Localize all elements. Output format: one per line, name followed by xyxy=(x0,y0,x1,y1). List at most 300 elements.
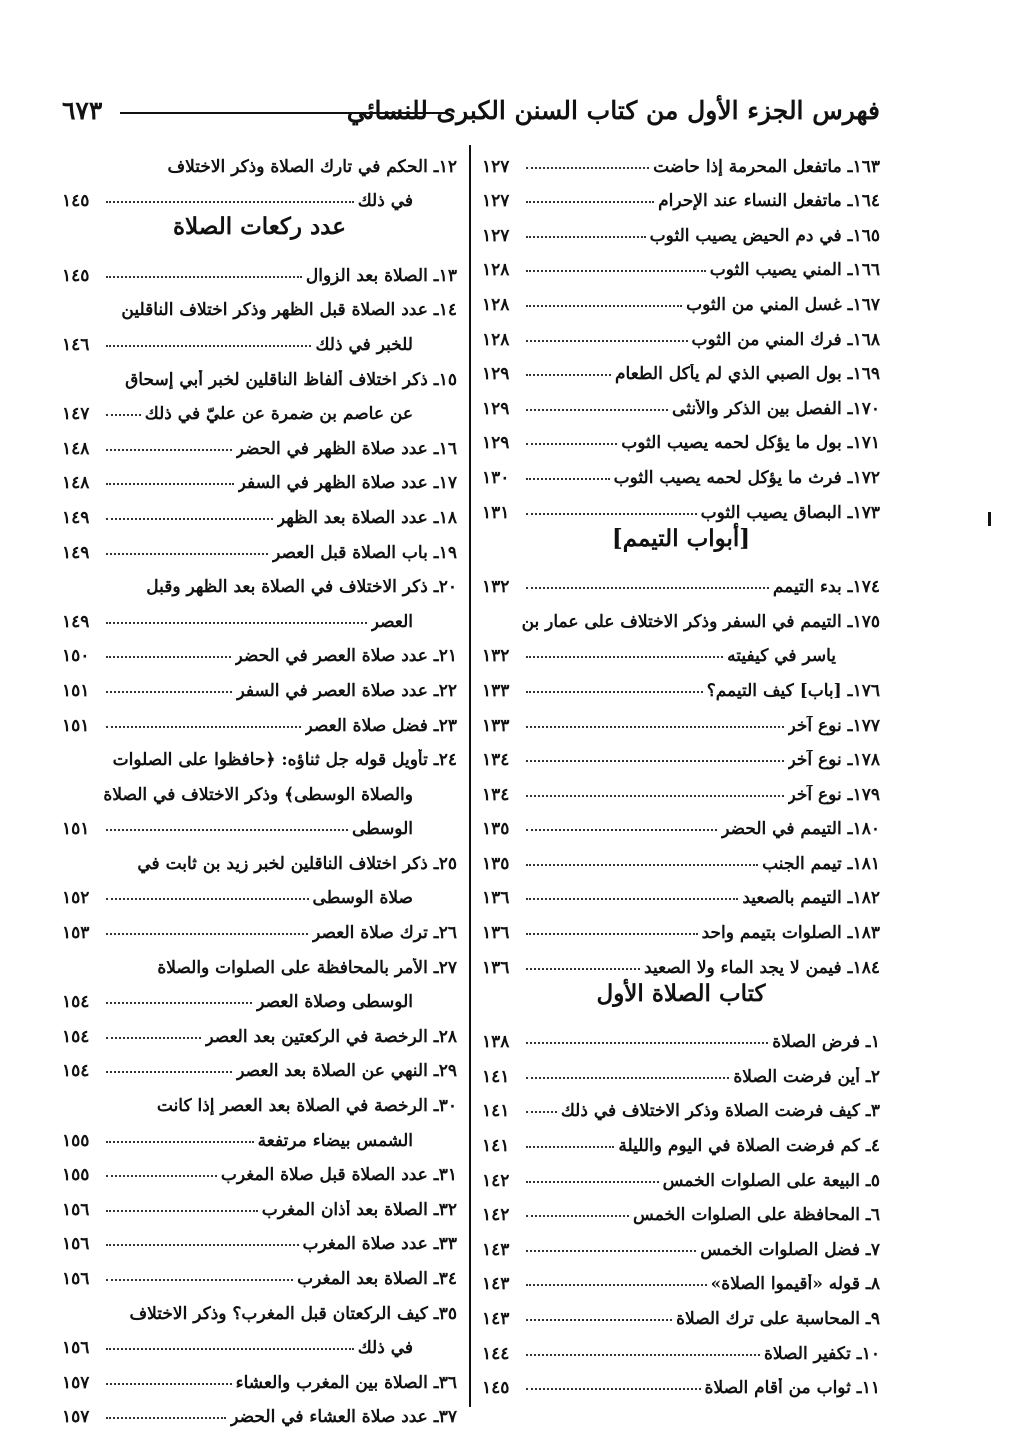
dot-leader xyxy=(106,518,273,520)
index-entry xyxy=(482,1260,880,1295)
entry-number: ٢٧ xyxy=(438,957,457,978)
entry-title: ـ التيمم في السفر وذكر الاختلاف على عمار بن xyxy=(521,611,853,632)
dot-leader xyxy=(106,622,367,624)
entry-title: ـ عدد صلاة العصر في الحضر xyxy=(234,646,439,667)
dot-leader xyxy=(106,1383,232,1385)
entry-number: ١ xyxy=(870,1032,880,1053)
index-entry xyxy=(62,1012,457,1047)
index-entry xyxy=(482,1294,880,1329)
entry-number: ٤ xyxy=(870,1136,880,1157)
entry-title: ـ بول الصبي الذي لم يأكل الطعام xyxy=(615,364,853,385)
index-entry xyxy=(62,355,457,390)
entry-title: ـ باب الصلاة قبل العصر xyxy=(272,542,439,563)
entry-page-number: ١٣٤ xyxy=(482,750,510,771)
entry-title: ـ نوع آخر xyxy=(787,784,853,805)
index-entry-continuation xyxy=(482,632,880,667)
dot-leader xyxy=(526,409,668,411)
page-number: ٦٧٣ xyxy=(62,96,103,125)
index-entry xyxy=(482,384,880,419)
section-heading: عدد ركعات الصلاة xyxy=(173,213,346,241)
index-entry xyxy=(482,246,880,281)
entry-number: ١١ xyxy=(861,1378,880,1399)
entry-page-number: ١٤٩ xyxy=(62,507,90,528)
entry-title: ـ المحافظة على الصلوات الخمس xyxy=(633,1205,871,1226)
dot-leader xyxy=(526,898,738,900)
entry-number: ١٧١ xyxy=(852,433,880,454)
entry-number: ٢٣ xyxy=(438,715,457,736)
index-entry xyxy=(482,1364,880,1399)
dot-leader xyxy=(106,449,232,451)
index-entry xyxy=(62,1047,457,1082)
index-entry xyxy=(482,874,880,909)
entry-page-number: ١٢٨ xyxy=(482,260,510,281)
page-title: فهرس الجزء الأول من كتاب السنن الكبرى للنسائي xyxy=(346,96,880,125)
dot-leader xyxy=(106,1210,258,1212)
entry-title: ـ تيمم الجنب xyxy=(762,853,853,874)
entry-page-number: ١٣٥ xyxy=(482,853,510,874)
dot-leader xyxy=(106,1348,354,1350)
index-entry xyxy=(62,528,457,563)
index-entry xyxy=(482,1121,880,1156)
index-entry xyxy=(482,805,880,840)
entry-title: ـ التيمم في الحضر xyxy=(721,819,853,840)
index-entry xyxy=(62,1081,457,1116)
entry-title: ـ عدد صلاة العصر في السفر xyxy=(236,680,439,701)
index-entry xyxy=(62,459,457,494)
index-entry xyxy=(482,597,880,632)
entry-number: ٢٠ xyxy=(438,577,457,598)
entry-title: ـ فضل صلاة العصر xyxy=(304,715,439,736)
dot-leader xyxy=(106,1141,254,1143)
dot-leader xyxy=(526,726,784,728)
index-entry-continuation xyxy=(62,390,457,425)
entry-page-number: ١٢٩ xyxy=(482,433,510,454)
entry-title: ـ التيمم بالصعيد xyxy=(742,888,853,909)
entry-number: ٦ xyxy=(870,1205,880,1226)
page-header xyxy=(62,92,880,132)
dot-leader xyxy=(106,1244,299,1246)
index-entry xyxy=(482,419,880,454)
entry-title: ـ عدد صلاة المغرب xyxy=(302,1234,439,1255)
entry-title: في ذلك xyxy=(357,191,413,212)
index-entry xyxy=(62,701,457,736)
entry-page-number: ١٥١ xyxy=(62,819,90,840)
entry-page-number: ١٢٧ xyxy=(482,225,510,246)
entry-page-number: ١٢٧ xyxy=(482,156,510,177)
dot-leader xyxy=(526,1215,629,1217)
entry-page-number: ١٢٩ xyxy=(482,398,510,419)
entry-title: ـ المني يصيب الثوب xyxy=(709,260,853,281)
entry-page-number: ١٣٤ xyxy=(482,784,510,805)
entry-title: ـ الرخصة في الركعتين بعد العصر xyxy=(205,1026,439,1047)
index-entry-continuation xyxy=(62,597,457,632)
dot-leader xyxy=(526,795,784,797)
dot-leader xyxy=(526,968,640,970)
dot-leader xyxy=(106,276,302,278)
index-entry xyxy=(62,424,457,459)
index-entry-continuation xyxy=(62,320,457,355)
entry-page-number: ١٤٧ xyxy=(62,404,90,425)
entry-number: ٢٩ xyxy=(438,1061,457,1082)
dot-leader xyxy=(106,1417,226,1419)
index-entry xyxy=(62,666,457,701)
index-entry xyxy=(482,315,880,350)
entry-page-number: ١٤٩ xyxy=(62,611,90,632)
entry-title: ـ الفصل بين الذكر والأنثى xyxy=(672,398,853,419)
entry-title: ـ نوع آخر xyxy=(787,750,853,771)
index-entry xyxy=(482,1018,880,1053)
entry-title: الشمس بيضاء مرتفعة xyxy=(257,1130,413,1151)
entry-number: ١٧٩ xyxy=(852,784,880,805)
entry-page-number: ١٤١ xyxy=(482,1101,510,1122)
dot-leader xyxy=(526,443,617,445)
dot-leader xyxy=(106,1175,217,1177)
index-entry xyxy=(62,1220,457,1255)
entry-title: ـ ذكر اختلاف الناقلين لخبر زيد بن ثابت في xyxy=(137,853,439,874)
index-entry xyxy=(482,1087,880,1122)
index-entry xyxy=(482,666,880,701)
entry-number: ١٧٥ xyxy=(852,611,880,632)
entry-number: ١٥ xyxy=(438,369,457,390)
index-entry xyxy=(482,701,880,736)
entry-title: الوسطى وصلاة العصر xyxy=(256,992,413,1013)
entry-page-number: ١٣١ xyxy=(482,502,510,523)
index-entry xyxy=(482,770,880,805)
entry-title: للخبر في ذلك xyxy=(315,334,413,355)
entry-page-number: ١٣٦ xyxy=(482,957,510,978)
entry-number: ١٩ xyxy=(438,542,457,563)
entry-title: ـ الصلاة بين المغرب والعشاء xyxy=(235,1372,439,1393)
entry-number: ٢٨ xyxy=(438,1026,457,1047)
entry-title: ـ أين فرضت الصلاة xyxy=(733,1066,871,1087)
entry-page-number: ١٤١ xyxy=(482,1066,510,1087)
entry-page-number: ١٥١ xyxy=(62,680,90,701)
entry-title: ـ كيف الركعتان قبل المغرب؟ وذكر الاختلاف xyxy=(129,1303,439,1324)
entry-title: ـ ذكر اختلاف ألفاظ الناقلين لخبر أبي إسحاق xyxy=(125,369,439,390)
index-entry xyxy=(482,280,880,315)
entry-number: ٣١ xyxy=(438,1165,457,1186)
index-entry xyxy=(482,1329,880,1364)
entry-title: ـ الصلاة بعد المغرب xyxy=(297,1269,439,1289)
entry-title: ـ عدد صلاة الظهر في الحضر xyxy=(235,438,439,459)
index-entry-continuation xyxy=(62,1324,457,1359)
dot-leader xyxy=(526,270,706,272)
entry-page-number: ١٤٣ xyxy=(482,1239,510,1260)
entry-title: ـ الصلاة بعد أذان المغرب xyxy=(261,1199,439,1220)
entry-number: ١٧ xyxy=(438,473,457,494)
entry-title: ـ ترك صلاة العصر xyxy=(312,923,439,944)
entry-page-number: ١٣٥ xyxy=(482,819,510,840)
dot-leader xyxy=(526,1111,557,1113)
index-entry xyxy=(62,493,457,528)
entry-title: ـ نوع آخر xyxy=(787,715,853,736)
entry-number: ١٢ xyxy=(438,156,457,177)
index-entry xyxy=(62,1185,457,1220)
entry-number: ١٤ xyxy=(438,300,457,321)
dot-leader xyxy=(106,414,141,416)
entry-page-number: ١٥٦ xyxy=(62,1338,90,1359)
entry-title: ـ الرخصة في الصلاة بعد العصر إذا كانت xyxy=(156,1096,439,1117)
entry-page-number: ١٣٨ xyxy=(482,1032,510,1053)
entry-title: ـ عدد الصلاة بعد الظهر xyxy=(276,507,439,528)
index-entry xyxy=(62,1289,457,1324)
entry-page-number: ١٤٣ xyxy=(482,1309,510,1329)
column-divider xyxy=(469,145,471,1407)
entry-number: ١٧٧ xyxy=(852,715,880,736)
entry-page-number: ١٥١ xyxy=(62,715,90,736)
entry-title: ـ عدد الصلاة قبل صلاة المغرب xyxy=(220,1165,439,1186)
index-entry xyxy=(482,908,880,943)
entry-page-number: ١٢٩ xyxy=(482,364,510,385)
entry-title: ـ عدد صلاة العشاء في الحضر xyxy=(230,1407,439,1428)
entry-page-number: ١٣٦ xyxy=(482,888,510,909)
entry-page-number: ١٥٧ xyxy=(62,1407,90,1428)
index-entry-continuation xyxy=(62,177,457,212)
index-entry xyxy=(482,453,880,488)
entry-page-number: ١٥٤ xyxy=(62,1061,90,1082)
entry-title: ـ قوله «أقيموا الصلاة» xyxy=(710,1274,871,1295)
index-entry-continuation xyxy=(62,978,457,1013)
index-entry xyxy=(482,943,880,978)
entry-number: ٢٥ xyxy=(438,853,457,874)
entry-number: ٣ xyxy=(870,1101,880,1122)
entry-number: ١٧٤ xyxy=(852,577,880,598)
entry-page-number: ١٥٥ xyxy=(62,1130,90,1151)
entry-page-number: ١٤٦ xyxy=(62,334,90,355)
entry-number: ١٧٦ xyxy=(852,680,880,701)
entry-number: ١٨ xyxy=(438,507,457,528)
entry-number: ٢٢ xyxy=(438,680,457,701)
section-heading: كتاب الصلاة الأول xyxy=(596,979,766,1007)
entry-number: ١٣ xyxy=(438,265,457,286)
dot-leader xyxy=(526,513,697,515)
entry-number: ١٨٣ xyxy=(852,923,880,944)
index-entry xyxy=(62,908,457,943)
entry-title: ـ بول ما يؤكل لحمه يصيب الثوب xyxy=(621,433,853,454)
index-entry xyxy=(482,1225,880,1260)
entry-number: ١٠ xyxy=(861,1343,880,1364)
entry-page-number: ١٤١ xyxy=(482,1136,510,1157)
entry-number: ٣٧ xyxy=(438,1407,457,1428)
dot-leader xyxy=(526,760,784,762)
dot-leader xyxy=(526,374,611,376)
entry-title: ـ عدد صلاة الظهر في السفر xyxy=(237,473,439,494)
entry-number: ٣٣ xyxy=(438,1234,457,1255)
header-rule xyxy=(120,112,448,114)
index-entry xyxy=(62,142,457,177)
entry-title: ـ الحكم في تارك الصلاة وذكر الاختلاف xyxy=(167,156,439,177)
entry-page-number: ١٥٣ xyxy=(62,923,90,944)
dot-leader xyxy=(106,345,311,347)
index-entry xyxy=(482,177,880,212)
entry-page-number: ١٤٨ xyxy=(62,438,90,459)
entry-number: ٣٤ xyxy=(438,1269,457,1289)
dot-leader xyxy=(106,1002,252,1004)
entry-number: ١٦٩ xyxy=(852,364,880,385)
entry-title: ـ البصاق يصيب الثوب xyxy=(700,502,853,523)
dot-leader xyxy=(526,1181,659,1183)
dot-leader xyxy=(526,864,758,866)
entry-page-number: ١٤٩ xyxy=(62,542,90,563)
dot-leader xyxy=(526,587,769,589)
entry-number: ٢٤ xyxy=(438,750,457,771)
entry-title: ـ فيمن لا يجد الماء ولا الصعيد xyxy=(644,957,853,978)
entry-page-number: ١٣٠ xyxy=(482,467,510,488)
entry-page-number: ١٥٠ xyxy=(62,646,90,667)
dot-leader xyxy=(526,1319,672,1321)
entry-number: ٣٥ xyxy=(438,1303,457,1324)
entry-title: ـ تكفير الصلاة xyxy=(763,1343,862,1364)
dot-leader xyxy=(106,201,354,203)
entry-title: ـ ماتفعل المحرمة إذا حاضت xyxy=(653,156,853,177)
index-entry xyxy=(62,943,457,978)
entry-number: ٨ xyxy=(870,1274,880,1295)
dot-leader xyxy=(526,1284,707,1286)
index-entry xyxy=(62,632,457,667)
entry-title: ـ المحاسبة على ترك الصلاة xyxy=(676,1309,871,1329)
entry-number: ٣٠ xyxy=(438,1096,457,1117)
entry-title: صلاة الوسطى xyxy=(312,888,413,909)
entry-title: ـ كم فرضت الصلاة في اليوم والليلة xyxy=(618,1136,871,1157)
entry-page-number: ١٥٤ xyxy=(62,992,90,1013)
dot-leader xyxy=(526,1042,768,1044)
entry-number: ١٨٢ xyxy=(852,888,880,909)
dot-leader xyxy=(526,829,717,831)
index-column-left xyxy=(62,142,457,1427)
entry-title: ـ كيف فرضت الصلاة وذكر الاختلاف في ذلك xyxy=(560,1101,871,1122)
entry-page-number: ١٣٣ xyxy=(482,680,510,701)
entry-number: ١٧٣ xyxy=(852,502,880,523)
entry-number: ١٨٠ xyxy=(852,819,880,840)
entry-number: ١٧٠ xyxy=(852,398,880,419)
dot-leader xyxy=(526,478,610,480)
dot-leader xyxy=(106,691,232,693)
dot-leader xyxy=(526,1354,760,1356)
index-entry xyxy=(482,1191,880,1226)
index-entry xyxy=(62,1254,457,1289)
dot-leader xyxy=(526,933,698,935)
index-entry-continuation xyxy=(62,770,457,805)
entry-page-number: ١٣٢ xyxy=(482,646,510,667)
index-column-right xyxy=(482,142,880,1398)
entry-number: ٢١ xyxy=(438,646,457,667)
dot-leader xyxy=(526,305,682,307)
index-entry xyxy=(62,563,457,598)
entry-title: ـ ذكر الاختلاف في الصلاة بعد الظهر وقبل xyxy=(146,577,439,598)
entry-number: ١٦٣ xyxy=(852,156,880,177)
entry-number: ٧ xyxy=(870,1239,880,1260)
index-entry xyxy=(62,1393,457,1428)
entry-title: ـ الأمر بالمحافظة على الصلوات والصلاة xyxy=(157,957,439,978)
entry-number: ٥ xyxy=(870,1170,880,1191)
index-entry xyxy=(482,350,880,385)
entry-title: والصلاة الوسطى﴾ وذكر الاختلاف في الصلاة xyxy=(103,784,413,805)
dot-leader xyxy=(106,1071,232,1073)
entry-title: ـ فرك المني من الثوب xyxy=(691,329,853,350)
index-entry xyxy=(482,142,880,177)
index-entry xyxy=(62,839,457,874)
entry-page-number: ١٥٥ xyxy=(62,1165,90,1186)
entry-title: ـ [باب] كيف التيمم؟ xyxy=(706,680,853,701)
entry-page-number: ١٢٧ xyxy=(482,191,510,212)
entry-number: ١٦٦ xyxy=(852,260,880,281)
entry-number: ١٨١ xyxy=(852,853,880,874)
dot-leader xyxy=(106,1037,201,1039)
index-entry xyxy=(482,211,880,246)
section-heading: [أبواب التيمم] xyxy=(611,524,751,552)
dot-leader xyxy=(526,236,646,238)
entry-title: ـ في دم الحيض يصيب الثوب xyxy=(649,225,853,246)
dot-leader xyxy=(106,553,268,555)
entry-title: ـ فضل الصلوات الخمس xyxy=(700,1239,871,1260)
entry-number: ١٦٨ xyxy=(852,329,880,350)
index-entry xyxy=(62,1358,457,1393)
entry-page-number: ١٣٣ xyxy=(482,715,510,736)
entry-title: ـ الصلاة بعد الزوال xyxy=(305,265,439,286)
entry-title: الوسطى xyxy=(351,819,413,840)
index-entry xyxy=(482,839,880,874)
stray-mark xyxy=(988,512,991,526)
entry-number: ٢ xyxy=(870,1066,880,1087)
entry-title: ـ فرض الصلاة xyxy=(772,1032,871,1053)
entry-title: ـ البيعة على الصلوات الخمس xyxy=(662,1170,871,1191)
entry-page-number: ١٤٣ xyxy=(482,1274,510,1295)
index-entry xyxy=(482,488,880,523)
entry-page-number: ١٤٢ xyxy=(482,1170,510,1191)
entry-page-number: ١٥٦ xyxy=(62,1269,90,1289)
index-entry-continuation xyxy=(62,805,457,840)
entry-title: العصر xyxy=(370,611,413,632)
entry-number: ١٦٤ xyxy=(852,191,880,212)
dot-leader xyxy=(526,1250,696,1252)
index-entry-continuation xyxy=(62,1116,457,1151)
dot-leader xyxy=(106,829,348,831)
entry-title: ـ ثواب من أقام الصلاة xyxy=(704,1378,862,1399)
entry-number: ٣٦ xyxy=(438,1372,457,1393)
entry-title: في ذلك xyxy=(357,1338,413,1359)
entry-page-number: ١٣٦ xyxy=(482,923,510,944)
index-entry xyxy=(482,736,880,771)
entry-page-number: ١٤٤ xyxy=(482,1343,510,1364)
dot-leader xyxy=(106,656,231,658)
entry-page-number: ١٤٨ xyxy=(62,473,90,494)
entry-page-number: ١٤٥ xyxy=(482,1378,510,1399)
entry-title: ـ عدد الصلاة قبل الظهر وذكر اختلاف الناقلين xyxy=(121,300,439,321)
dot-leader xyxy=(106,898,309,900)
dot-leader xyxy=(106,933,308,935)
dot-leader xyxy=(526,656,723,658)
entry-number: ٣٢ xyxy=(438,1199,457,1220)
dot-leader xyxy=(106,726,301,728)
dot-leader xyxy=(526,340,688,342)
entry-number: ٢٦ xyxy=(438,923,457,944)
index-entry xyxy=(482,1156,880,1191)
entry-title: ـ ماتفعل النساء عند الإحرام xyxy=(658,191,853,212)
entry-number: ١٦٥ xyxy=(852,225,880,246)
entry-page-number: ١٥٧ xyxy=(62,1372,90,1393)
entry-number: ١٧٢ xyxy=(852,467,880,488)
index-entry xyxy=(62,1151,457,1186)
index-entry xyxy=(62,251,457,286)
entry-page-number: ١٤٥ xyxy=(62,265,90,286)
dot-leader xyxy=(106,1279,293,1281)
entry-title: ـ الصلوات بتيمم واحد xyxy=(701,923,853,944)
dot-leader xyxy=(526,201,654,203)
entry-page-number: ١٣٢ xyxy=(482,577,510,598)
index-entry xyxy=(482,1052,880,1087)
dot-leader xyxy=(526,1388,701,1390)
entry-number: ٩ xyxy=(870,1309,880,1329)
